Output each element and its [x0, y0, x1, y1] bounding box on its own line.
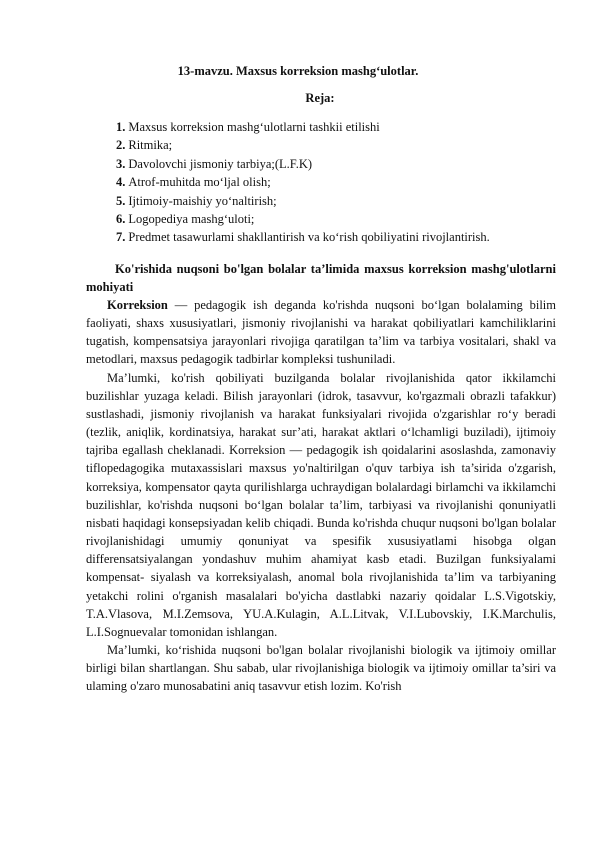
plan-item-number: 4.	[116, 175, 126, 190]
plan-item-number: 6.	[116, 212, 126, 227]
paragraph	[86, 296, 556, 369]
paragraph	[86, 641, 556, 695]
body-text	[86, 296, 556, 695]
plan-item	[116, 118, 490, 136]
plan-list	[116, 118, 490, 247]
plan-item-text: Ritmika;	[128, 138, 173, 153]
plan-item-text: Atrof-muhitda mo‘ljal olish;	[128, 175, 271, 190]
plan-item	[116, 192, 490, 210]
plan-item-text: Davolovchi jismoniy tarbiya;(L.F.K)	[128, 156, 313, 171]
plan-item-text: Predmet tasawurlami shakllantirish va ko‘rish qobiliyatini rivojlantirish.	[128, 230, 490, 245]
paragraph	[86, 369, 556, 641]
plan-item-number: 7.	[116, 230, 126, 245]
plan-item	[116, 136, 490, 154]
plan-item	[116, 173, 490, 191]
plan-item-text: Ijtimoiy-maishiy yo‘naltirish;	[128, 193, 277, 208]
plan-item-text: Logopediya mashg‘uloti;	[128, 212, 255, 227]
section-heading: Ko'rishida nuqsoni bo'lgan bolalar ta’limida maxsus korreksion mashg'ulotlarni mohiyati	[86, 262, 556, 294]
plan-heading: Reja:	[305, 91, 335, 105]
document-title: 13-mavzu. Maxsus korreksion mashg‘ulotlar.	[177, 64, 419, 78]
paragraph-text: Ma’lumki, ko'rish qobiliyati buzilganda bolalar rivojlanishida qator ikkilamchi buzilishlar yuzaga keladi. Bilish jarayonlari (idrok, tasavvur, ko'rgazmali obrazli tafakkur) sustlashadi, jismoniy rivojlanish va harakat funksiyalari rivojida o'zgarishlar ro‘y beradi (tezlik, aniqlik, kordinatsiya, harakat sur’ati, harakat aktlari o‘lchamligi buziladi), ijtimoiy tajriba egallash cheklanadi. Korreksion — pedagogik ish qoidalarini asoslashda, zamonaviy tiflopedagogika mutaxassislari maxsus yo'naltirilgan o'quv tarbiya ish ta’sirida o'zgarish, korreksiya, kompensator qayta qurilishlarga uchraydigan bolalardagi birlamchi va ikkilamchi buzilishlar, ko'rishda nuqsoni bo‘lgan bolalar ta’lim, tarbiyasi va rivojlanishi qonuniyatli nisbati haqidagi konsepsiyadan kelib chiqadi. Bunda ko'rishda chuqur nuqsoni bo'lgan bolalar rivojlanishidagi umumiy qonuniyat va spesifik xususiyatlami hisobga olgan differensatsiyalangan yondashuv muhim ahamiyat kasb etadi. Buzilgan funksiyalami kompensat- siyalash va korreksiyalash, anomal bola rivojlanishida ta’lim va tarbiyaning yetakchi rolini o'rganish masalalari bo'yicha dastlabki nazariy qoidalar L.S.Vigotskiy, T.A.Vlasova, M.I.Zemsova, YU.A.Kulagin, A.L.Litvak, V.I.Lubovskiy, I.K.Marchulis, L.I.Sognuevalar tomonidan ishlangan.	[86, 370, 556, 639]
plan-item-number: 2.	[116, 138, 126, 153]
paragraph-lead-term: Korreksion	[107, 298, 168, 312]
plan-item-text: Maxsus korreksion mashg‘ulotlarni tashkii etilishi	[128, 120, 380, 134]
plan-item	[116, 155, 490, 173]
plan-item-number: 5.	[116, 193, 126, 208]
plan-item-number: 1.	[116, 120, 126, 134]
plan-item	[116, 210, 490, 228]
paragraph-text: — pedagogik ish deganda ko'rishda nuqsoni bo‘lgan bolalaming bilim faoliyati, shaxs xususiyatlari, jismoniy rivojlanishi va harakat qobiliyatlari kamchiliklarini tugatish, kompensatsiya jarayonlari rivojiga qaratilgan ta’lim va tarbiya vositalari, shakl va metodlari, maxsus pedagogik tadbirlar kompleksi tushuniladi.	[86, 298, 556, 367]
plan-item-number: 3.	[116, 156, 126, 171]
plan-item	[116, 228, 490, 246]
paragraph-text: Ma’lumki, ko‘rishida nuqsoni bo'lgan bolalar rivojlanishi biologik va ijtimoiy omillar birligi bilan shartlangan. Shu sabab, ular rivojlanishiga biologik va ijtimoiy omillar ta’siri va ulaming o'zaro munosabatini aniq tasavvur etish lozim. Ko'rish	[86, 642, 556, 694]
